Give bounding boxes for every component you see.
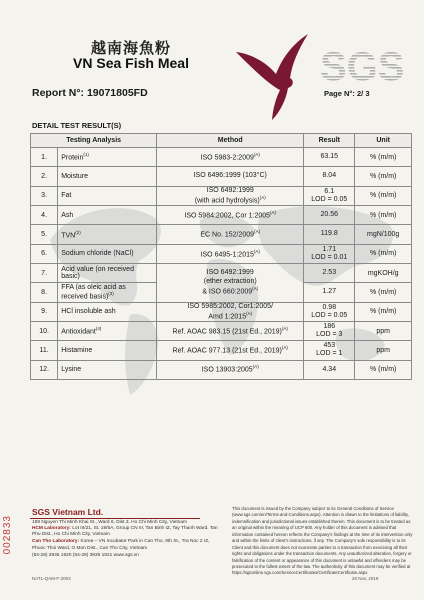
row-number: 1. [31,148,58,167]
page-number: Page N°: 2/ 3 [324,89,370,98]
legal-disclaimer: This document is issued by the Company subject to its General Conditions of Service (www.sgs.com/en/Terms-and-Conditions.aspx). Attention is drawn to the limitations of liability, indemnification and jurisdictional issues established therein. This document is to be treated as an original within the meaning of UCP 600. Any holder of this document is advised that information contained hereon reflects the Company's findings at the time of its intervention only and within the limits of client's instructions, if any. The Company's sole responsibility is to its Client and this document does not exonerate parties to a transaction from exercising all their rights and obligations under the transaction documents. Any unauthorized alteration, forgery or falsification of the content or appearance of this document is unlawful and offenders may be prosecuted to the fullest extent of the law. The authenticity of this document may be verified at https://sgsonline.sgs.com/ServiceCertificates/CertificateCertificate.aspx [232,506,413,576]
method-text: ISO $5983-2:2009^{(A)}$ [200,151,260,162]
analysis-name [58,283,157,302]
result-value: 453 [323,342,336,350]
footnote-marker: (2) [75,229,81,235]
result-cell [304,167,355,186]
table-row [31,263,412,282]
method-cell [157,360,304,379]
header-result: Result [304,134,355,148]
result-lod: LOD = 0.01 [311,253,348,261]
result-cell [304,244,355,263]
accreditation-marker: (A) [254,229,261,235]
method-cell [157,186,304,205]
contact-line: (84-28) 3935 1920 (84-28) 3935 1921 www.sgs.vn [32,553,139,559]
table-row [31,341,412,360]
header-method: Method [157,134,304,148]
result-lod: LOD = 3 [316,331,343,339]
hcm-lab-address: Lot III/21, St. 19/5A, Group CN III, Tan Binh IZ, Tay Thanh Ward, Tan Phu Dist., Ho Chi Minh City, Vietnam [32,525,218,538]
analysis-name [58,321,157,340]
result-cell [304,225,355,244]
svg-text:SGS: SGS [320,45,405,89]
analysis-name-text: Antioxidant [61,328,96,336]
unit-cell: % (m/m) [355,244,412,263]
method-text: Ref. AOAC 977.13 (21st Ed., 2019)$^{(A)}$ [172,345,288,355]
result-lod: LOD = 1 [316,350,343,358]
result-cell [304,341,355,360]
analysis-name-text: Acid value (on received basic) [61,266,134,281]
method-cell [157,167,304,186]
row-number: 7. [31,263,58,282]
results-table [30,133,412,380]
analysis-name-text: Fat [61,192,72,200]
unit-cell: % (m/m) [355,186,412,205]
row-number: 2. [31,167,58,186]
result-lod: LOD = 0.05 [311,311,348,319]
result-cell [304,360,355,379]
accreditation-marker: (A) [252,285,259,291]
analysis-name-text: TVN [61,232,76,240]
result-value: 2.53 [322,269,337,277]
result-value: 63.15 [320,153,339,161]
company-addresses [32,520,218,560]
table-row [31,167,412,186]
analysis-name-text: Sodium chloride (NaCl) [61,250,134,258]
analysis-name [58,148,157,167]
analysis-name-text: Ash [61,211,74,219]
analysis-name [58,360,157,379]
accreditation-marker: (A) [281,325,288,331]
result-value: 0.98 [322,303,337,311]
method-cell [157,341,304,360]
method-cell [157,206,304,225]
footer-divider [30,518,200,519]
method-cell [157,244,304,263]
analysis-name [58,263,157,282]
row-number: 10. [31,321,58,340]
head-office-address: 198 Nguyen Thi Minh Khai St., Ward 6, Dist.3, Ho Chi Minh City, Vietnam [32,520,187,525]
result-cell [304,321,355,340]
unit-cell: % (m/m) [355,148,412,167]
analysis-name-text: Moisture [61,172,89,180]
row-number: 12. [31,360,58,379]
method-text: (with acid hydrolysis)$^{(A)}$ [194,194,266,204]
result-value: 4.34 [322,365,337,373]
method-text: ISO 6492:1999 [206,186,254,194]
method-text: ISO 6492:1999 [206,269,254,277]
unit-cell: ppm [355,341,412,360]
result-lod: LOD = 0.05 [311,195,348,203]
table-row [31,302,412,321]
table-row [31,360,412,379]
section-heading: DETAIL TEST RESULT(S) [32,121,122,130]
analysis-name-text: Histamine [61,346,93,354]
row-number: 9. [31,302,58,321]
accreditation-marker: (A) [253,248,260,254]
method-cell [157,148,304,167]
method-text: Amd $1:2015^{(A)}$ [208,310,253,320]
method-text: ISO 6496:1999 (103°C) [193,172,267,180]
analysis-name [58,167,157,186]
row-number: 5. [31,225,58,244]
result-cell [304,206,355,225]
result-value: 6.1 [324,187,335,195]
unit-cell: % (m/m) [355,167,412,186]
cantho-lab-label: Can Tho Laboratory: [32,539,80,545]
unit-cell: mgN/100g [355,225,412,244]
method-text: Ref. AOAC 983.15 (21st Ed., 2019)$^{(A)}$ [172,325,288,336]
table-row [31,186,412,205]
method-cell [157,321,304,340]
table-row [31,206,412,225]
unit-cell: % (m/m) [355,206,412,225]
cantho-lab-address: Korea – VN Incubator Park in Can Tho, 9th St., Tra Noc 2 IZ, Phuoc Thoi Ward, O Mon Dist., Can Tho City, Vietnam [32,539,210,552]
title-chinese: 越南海魚粉 [90,39,171,57]
issue-date: 20 Nov, 2019 [352,576,379,581]
result-value: 186 [323,323,336,331]
analysis-name [58,225,157,244]
table-row [31,244,412,263]
form-code: NATL-QAM-F-2003 [32,576,71,581]
table-row [31,148,412,167]
unit-cell: % (m/m) [355,283,412,302]
header-unit: Unit [355,134,412,148]
method-cell [157,302,304,321]
method-text: EC No. $152/2009^{(A)}$ [200,229,261,239]
serial-stamp: 002833 [2,515,13,555]
accreditation-marker: (A) [259,194,266,200]
method-text: & ISO $660:2009^{(A)}$ [202,285,259,295]
unit-cell: % (m/m) [355,302,412,321]
unit-cell: % (m/m) [355,360,412,379]
accreditation-marker: (A) [252,364,259,370]
result-cell [304,283,355,302]
method-text: ISO 5984:2002, Cor $1:2005^{(A)}$ [184,209,277,220]
footnote-marker: (4) [95,326,102,332]
result-cell [304,148,355,167]
method-text: (ether extraction) [203,277,257,285]
header-testing-analysis: Testing Analysis [31,134,157,148]
analysis-name-text: HCl insoluble ash [61,308,116,316]
footnote-marker: (3) [108,291,114,297]
table-header-row [31,134,412,148]
title-english: VN Sea Fish Meal [73,55,189,71]
analysis-name [58,341,157,360]
analysis-name [58,206,157,225]
sgs-logo [228,22,410,122]
row-number: 6. [31,244,58,263]
row-number: 3. [31,186,58,205]
accreditation-marker: (A) [246,310,253,316]
report-number: Report N°: 19071805FD [32,87,148,99]
eagle-icon [236,34,308,120]
row-number: 8. [31,283,58,302]
accreditation-marker: (A) [253,151,260,157]
method-cell [157,263,304,302]
result-value: 8.04 [322,172,337,180]
accreditation-marker: (A) [270,209,277,215]
method-text: ISO 5985:2002, Cor1:2005/ [187,302,274,310]
method-text: ISO $6495-1:2015^{(A)}$ [200,248,260,258]
unit-cell: ppm [355,321,412,340]
analysis-name-text: Protein [61,154,84,162]
table-row [31,225,412,244]
analysis-name [58,244,157,263]
result-value: 1.71 [322,245,337,253]
hcm-lab-label: HCM Laboratory: [32,525,71,531]
result-value: 20.56 [320,211,339,219]
result-cell [304,302,355,321]
row-number: 11. [31,341,58,360]
analysis-name [58,186,157,205]
unit-cell: mgKOH/g [355,263,412,282]
analysis-name [58,302,157,321]
table-row [31,321,412,340]
analysis-name-text: Lysine [61,366,82,374]
method-text: ISO $13903:2005^{(A)}$ [201,364,259,374]
result-cell [304,263,355,282]
result-cell [304,186,355,205]
result-value: 1.27 [322,288,337,296]
result-value: 119.8 [320,230,338,238]
analysis-name-text: FFA (as oleic acid as received basis) [61,284,126,301]
footnote-marker: (1) [83,152,89,158]
method-cell [157,225,304,244]
accreditation-marker: (A) [281,345,288,351]
row-number: 4. [31,206,58,225]
company-name: SGS Vietnam Ltd. [32,507,104,517]
